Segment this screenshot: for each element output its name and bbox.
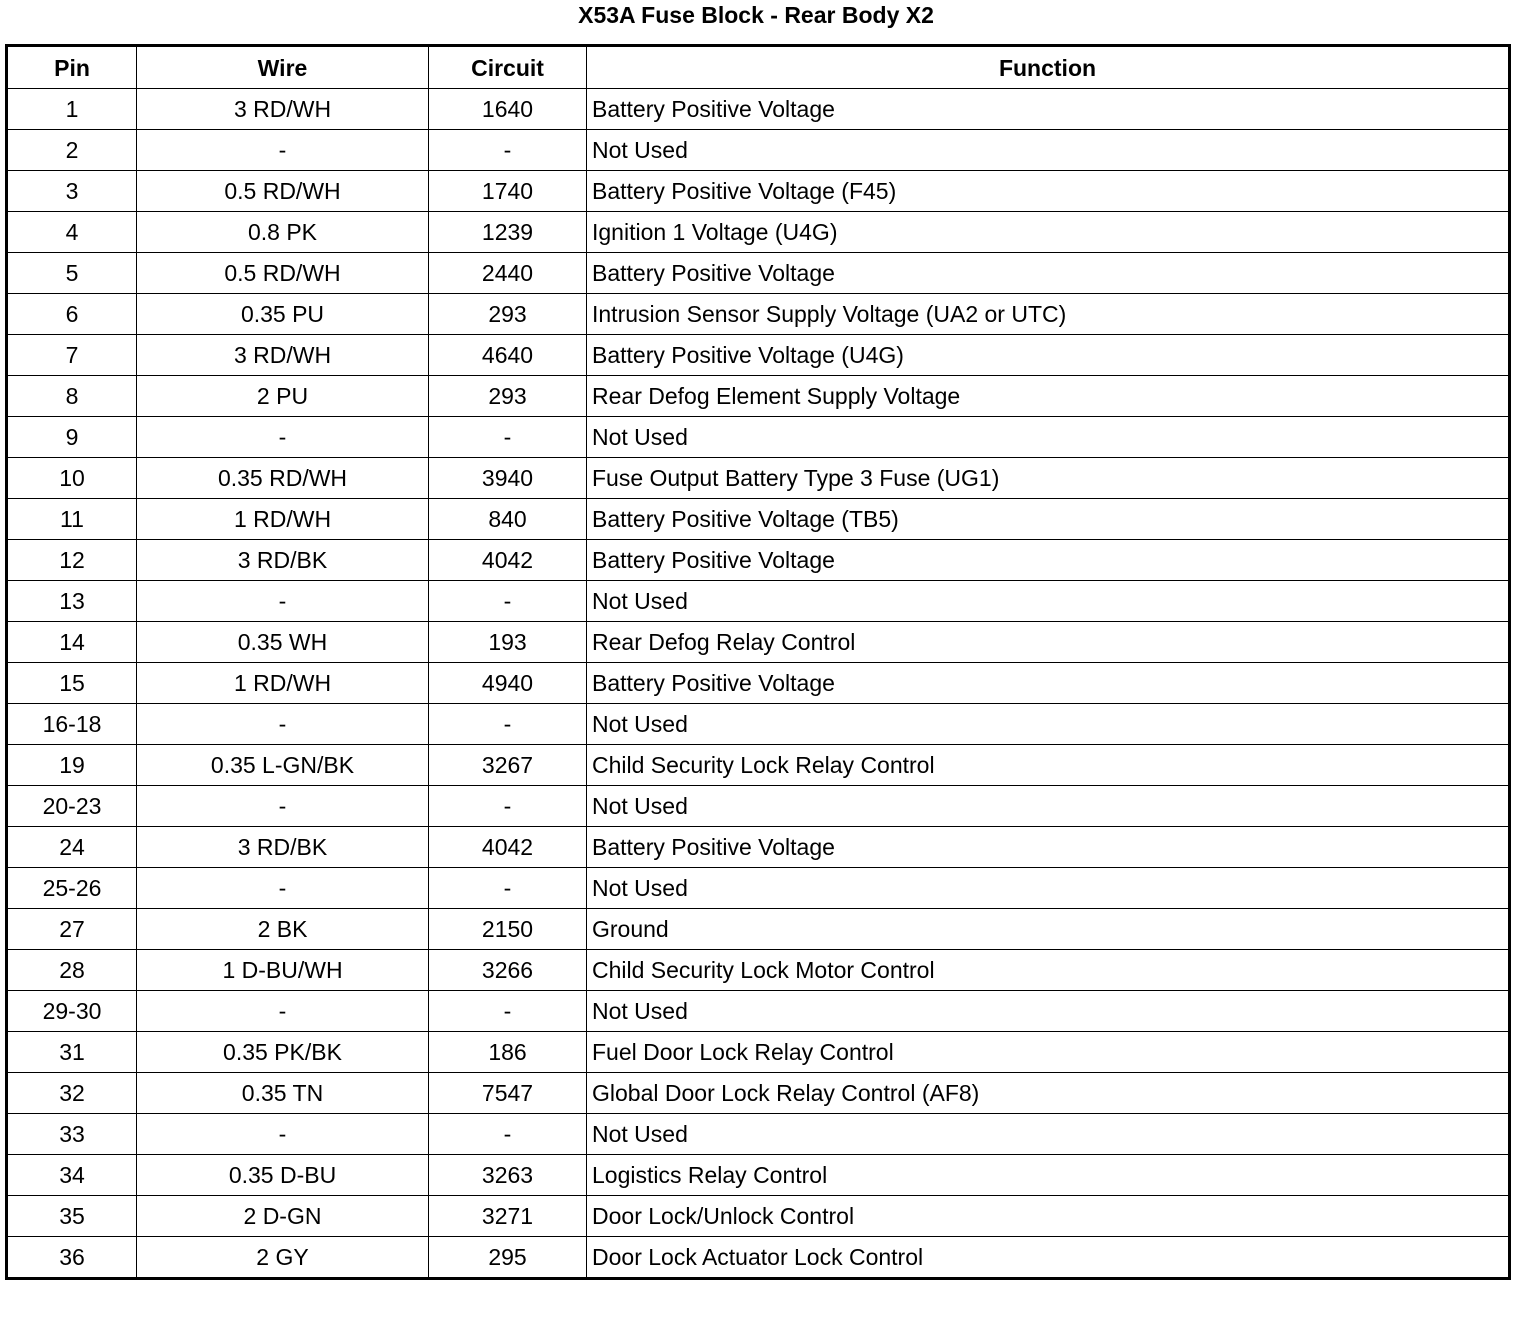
table-row: [7, 171, 1510, 212]
cell-wire: 1 RD/WH: [137, 499, 429, 540]
cell-wire: 3 RD/WH: [137, 89, 429, 130]
table-row: [7, 253, 1510, 294]
cell-function: Not Used: [587, 417, 1510, 458]
cell-wire: 0.8 PK: [137, 212, 429, 253]
cell-function: Battery Positive Voltage: [587, 540, 1510, 581]
cell-wire: 1 RD/WH: [137, 663, 429, 704]
cell-pin: 20-23: [7, 786, 137, 827]
table-header-row: [7, 46, 1510, 89]
table-row: [7, 745, 1510, 786]
table-row: [7, 499, 1510, 540]
cell-pin: 10: [7, 458, 137, 499]
cell-wire: 0.5 RD/WH: [137, 253, 429, 294]
cell-function: Battery Positive Voltage: [587, 89, 1510, 130]
cell-wire: 2 BK: [137, 909, 429, 950]
cell-circuit: 3271: [429, 1196, 587, 1237]
cell-wire: 0.35 L-GN/BK: [137, 745, 429, 786]
cell-pin: 4: [7, 212, 137, 253]
column-header-wire: Wire: [137, 46, 429, 89]
cell-function: Not Used: [587, 1114, 1510, 1155]
cell-wire: 1 D-BU/WH: [137, 950, 429, 991]
cell-pin: 15: [7, 663, 137, 704]
cell-pin: 35: [7, 1196, 137, 1237]
cell-wire: 0.35 PK/BK: [137, 1032, 429, 1073]
cell-function: Child Security Lock Motor Control: [587, 950, 1510, 991]
cell-pin: 31: [7, 1032, 137, 1073]
table-row: [7, 294, 1510, 335]
cell-circuit: 4042: [429, 540, 587, 581]
cell-function: Not Used: [587, 991, 1510, 1032]
column-header-function: Function: [587, 46, 1510, 89]
cell-function: Not Used: [587, 704, 1510, 745]
cell-circuit: 1239: [429, 212, 587, 253]
table-row: [7, 622, 1510, 663]
cell-circuit: 193: [429, 622, 587, 663]
cell-wire: 0.5 RD/WH: [137, 171, 429, 212]
table-row: [7, 540, 1510, 581]
table-row: [7, 991, 1510, 1032]
table-row: [7, 581, 1510, 622]
cell-function: Rear Defog Relay Control: [587, 622, 1510, 663]
cell-pin: 6: [7, 294, 137, 335]
cell-pin: 11: [7, 499, 137, 540]
cell-circuit: 4042: [429, 827, 587, 868]
cell-pin: 27: [7, 909, 137, 950]
table-row: [7, 89, 1510, 130]
cell-function: Global Door Lock Relay Control (AF8): [587, 1073, 1510, 1114]
cell-function: Ignition 1 Voltage (U4G): [587, 212, 1510, 253]
cell-function: Battery Positive Voltage: [587, 827, 1510, 868]
table-row: [7, 1237, 1510, 1279]
cell-function: Not Used: [587, 581, 1510, 622]
table-body: [7, 89, 1510, 1279]
cell-pin: 24: [7, 827, 137, 868]
cell-circuit: 3267: [429, 745, 587, 786]
cell-circuit: -: [429, 786, 587, 827]
cell-wire: 3 RD/BK: [137, 540, 429, 581]
table-row: [7, 1073, 1510, 1114]
table-row: [7, 130, 1510, 171]
cell-pin: 12: [7, 540, 137, 581]
cell-wire: -: [137, 1114, 429, 1155]
table-row: [7, 1114, 1510, 1155]
cell-circuit: 840: [429, 499, 587, 540]
cell-function: Door Lock/Unlock Control: [587, 1196, 1510, 1237]
cell-pin: 19: [7, 745, 137, 786]
column-header-circuit: Circuit: [429, 46, 587, 89]
table-row: [7, 376, 1510, 417]
cell-function: Battery Positive Voltage (U4G): [587, 335, 1510, 376]
cell-function: Battery Positive Voltage (TB5): [587, 499, 1510, 540]
cell-circuit: -: [429, 130, 587, 171]
table-row: [7, 786, 1510, 827]
cell-function: Door Lock Actuator Lock Control: [587, 1237, 1510, 1279]
cell-wire: -: [137, 868, 429, 909]
cell-wire: -: [137, 991, 429, 1032]
cell-circuit: 186: [429, 1032, 587, 1073]
cell-pin: 2: [7, 130, 137, 171]
cell-circuit: 4940: [429, 663, 587, 704]
cell-function: Logistics Relay Control: [587, 1155, 1510, 1196]
cell-function: Not Used: [587, 868, 1510, 909]
table-row: [7, 417, 1510, 458]
table-row: [7, 1196, 1510, 1237]
table-row: [7, 827, 1510, 868]
cell-pin: 33: [7, 1114, 137, 1155]
cell-circuit: 4640: [429, 335, 587, 376]
table-row: [7, 212, 1510, 253]
pinout-table: [5, 44, 1511, 1280]
cell-pin: 16-18: [7, 704, 137, 745]
cell-pin: 5: [7, 253, 137, 294]
cell-function: Battery Positive Voltage: [587, 663, 1510, 704]
table-row: [7, 663, 1510, 704]
table-row: [7, 1032, 1510, 1073]
cell-pin: 34: [7, 1155, 137, 1196]
cell-wire: 0.35 PU: [137, 294, 429, 335]
cell-wire: 3 RD/WH: [137, 335, 429, 376]
cell-circuit: 1740: [429, 171, 587, 212]
page-title: X53A Fuse Block - Rear Body X2: [578, 2, 934, 28]
cell-wire: 0.35 D-BU: [137, 1155, 429, 1196]
cell-wire: -: [137, 704, 429, 745]
cell-pin: 3: [7, 171, 137, 212]
cell-function: Intrusion Sensor Supply Voltage (UA2 or UTC): [587, 294, 1510, 335]
cell-pin: 8: [7, 376, 137, 417]
cell-wire: 2 PU: [137, 376, 429, 417]
cell-circuit: 2440: [429, 253, 587, 294]
cell-function: Not Used: [587, 786, 1510, 827]
cell-pin: 13: [7, 581, 137, 622]
cell-pin: 7: [7, 335, 137, 376]
cell-wire: -: [137, 130, 429, 171]
cell-circuit: 1640: [429, 89, 587, 130]
cell-pin: 25-26: [7, 868, 137, 909]
cell-circuit: -: [429, 868, 587, 909]
cell-circuit: 2150: [429, 909, 587, 950]
cell-wire: 0.35 WH: [137, 622, 429, 663]
cell-function: Fuse Output Battery Type 3 Fuse (UG1): [587, 458, 1510, 499]
cell-wire: 2 GY: [137, 1237, 429, 1279]
cell-wire: 3 RD/BK: [137, 827, 429, 868]
cell-circuit: 3266: [429, 950, 587, 991]
cell-circuit: 3263: [429, 1155, 587, 1196]
cell-function: Fuel Door Lock Relay Control: [587, 1032, 1510, 1073]
cell-wire: -: [137, 417, 429, 458]
table-row: [7, 335, 1510, 376]
cell-function: Not Used: [587, 130, 1510, 171]
table-row: [7, 704, 1510, 745]
cell-circuit: -: [429, 581, 587, 622]
cell-wire: -: [137, 786, 429, 827]
table-row: [7, 868, 1510, 909]
cell-circuit: 3940: [429, 458, 587, 499]
cell-pin: 14: [7, 622, 137, 663]
cell-wire: -: [137, 581, 429, 622]
cell-wire: 2 D-GN: [137, 1196, 429, 1237]
table-row: [7, 458, 1510, 499]
cell-function: Rear Defog Element Supply Voltage: [587, 376, 1510, 417]
cell-function: Battery Positive Voltage (F45): [587, 171, 1510, 212]
table-row: [7, 1155, 1510, 1196]
table-row: [7, 909, 1510, 950]
cell-pin: 1: [7, 89, 137, 130]
cell-function: Child Security Lock Relay Control: [587, 745, 1510, 786]
cell-wire: 0.35 RD/WH: [137, 458, 429, 499]
cell-circuit: -: [429, 704, 587, 745]
cell-wire: 0.35 TN: [137, 1073, 429, 1114]
cell-circuit: 293: [429, 294, 587, 335]
cell-circuit: -: [429, 991, 587, 1032]
column-header-pin: Pin: [7, 46, 137, 89]
cell-circuit: -: [429, 417, 587, 458]
cell-pin: 36: [7, 1237, 137, 1279]
cell-pin: 29-30: [7, 991, 137, 1032]
cell-circuit: 293: [429, 376, 587, 417]
cell-circuit: 295: [429, 1237, 587, 1279]
cell-function: Ground: [587, 909, 1510, 950]
cell-circuit: -: [429, 1114, 587, 1155]
cell-pin: 32: [7, 1073, 137, 1114]
cell-circuit: 7547: [429, 1073, 587, 1114]
cell-function: Battery Positive Voltage: [587, 253, 1510, 294]
table-row: [7, 950, 1510, 991]
cell-pin: 28: [7, 950, 137, 991]
cell-pin: 9: [7, 417, 137, 458]
